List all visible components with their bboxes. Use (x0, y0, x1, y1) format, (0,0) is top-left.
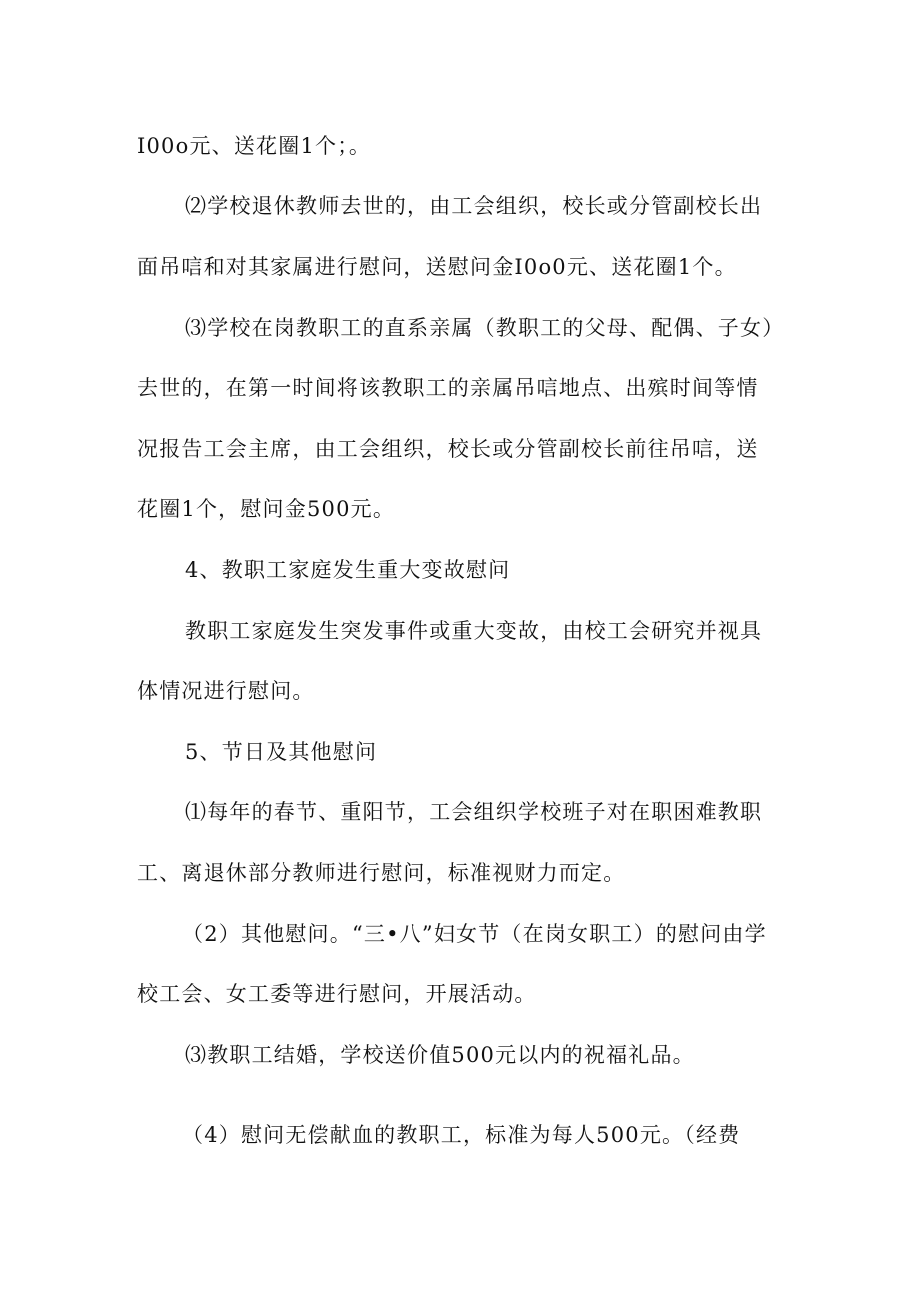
text-line: 校工会、女工委等进行慰问，开展活动。 (137, 982, 537, 1006)
text-line: （4）慰问无偿献血的教职工，标准为每人500元。（经费 (182, 1123, 741, 1147)
text-line: 面吊唁和对其家属进行慰问，送慰问金I0o0元、送花圈1个。 (137, 255, 737, 279)
text-line: 体情况进行慰问。 (137, 679, 315, 703)
text-line: 去世的，在第一时间将该教职工的亲属吊唁地点、出殡时间等情 (137, 376, 759, 400)
text-line: ⑶教职工结婚，学校送价值500元以内的祝福礼品。 (185, 1043, 695, 1067)
text-line: （2）其他慰问。“三•八”妇女节（在岗女职工）的慰问由学 (182, 922, 767, 946)
text-line: ⑴每年的春节、重阳节，工会组织学校班子对在职困难教职 (185, 800, 763, 824)
text-line: I00o元、送花圈1个；。 (137, 134, 372, 158)
section-heading: 5、节日及其他慰问 (185, 740, 378, 764)
text-line: 工、离退休部分教师进行慰问，标准视财力而定。 (137, 861, 626, 885)
text-line: 教职工家庭发生突发事件或重大变故，由校工会研究并视具 (185, 619, 763, 643)
text-line: ⑶学校在岗教职工的直系亲属（教职工的父母、配偶、子女） (185, 316, 785, 340)
text-line: ⑵学校退休教师去世的，由工会组织，校长或分管副校长出 (185, 194, 763, 218)
text-line: 花圈1个，慰问金500元。 (137, 497, 396, 521)
section-heading: 4、教职工家庭发生重大变故慰问 (185, 558, 511, 582)
text-line: 况报告工会主席，由工会组织，校长或分管副校长前往吊唁，送 (137, 437, 759, 461)
